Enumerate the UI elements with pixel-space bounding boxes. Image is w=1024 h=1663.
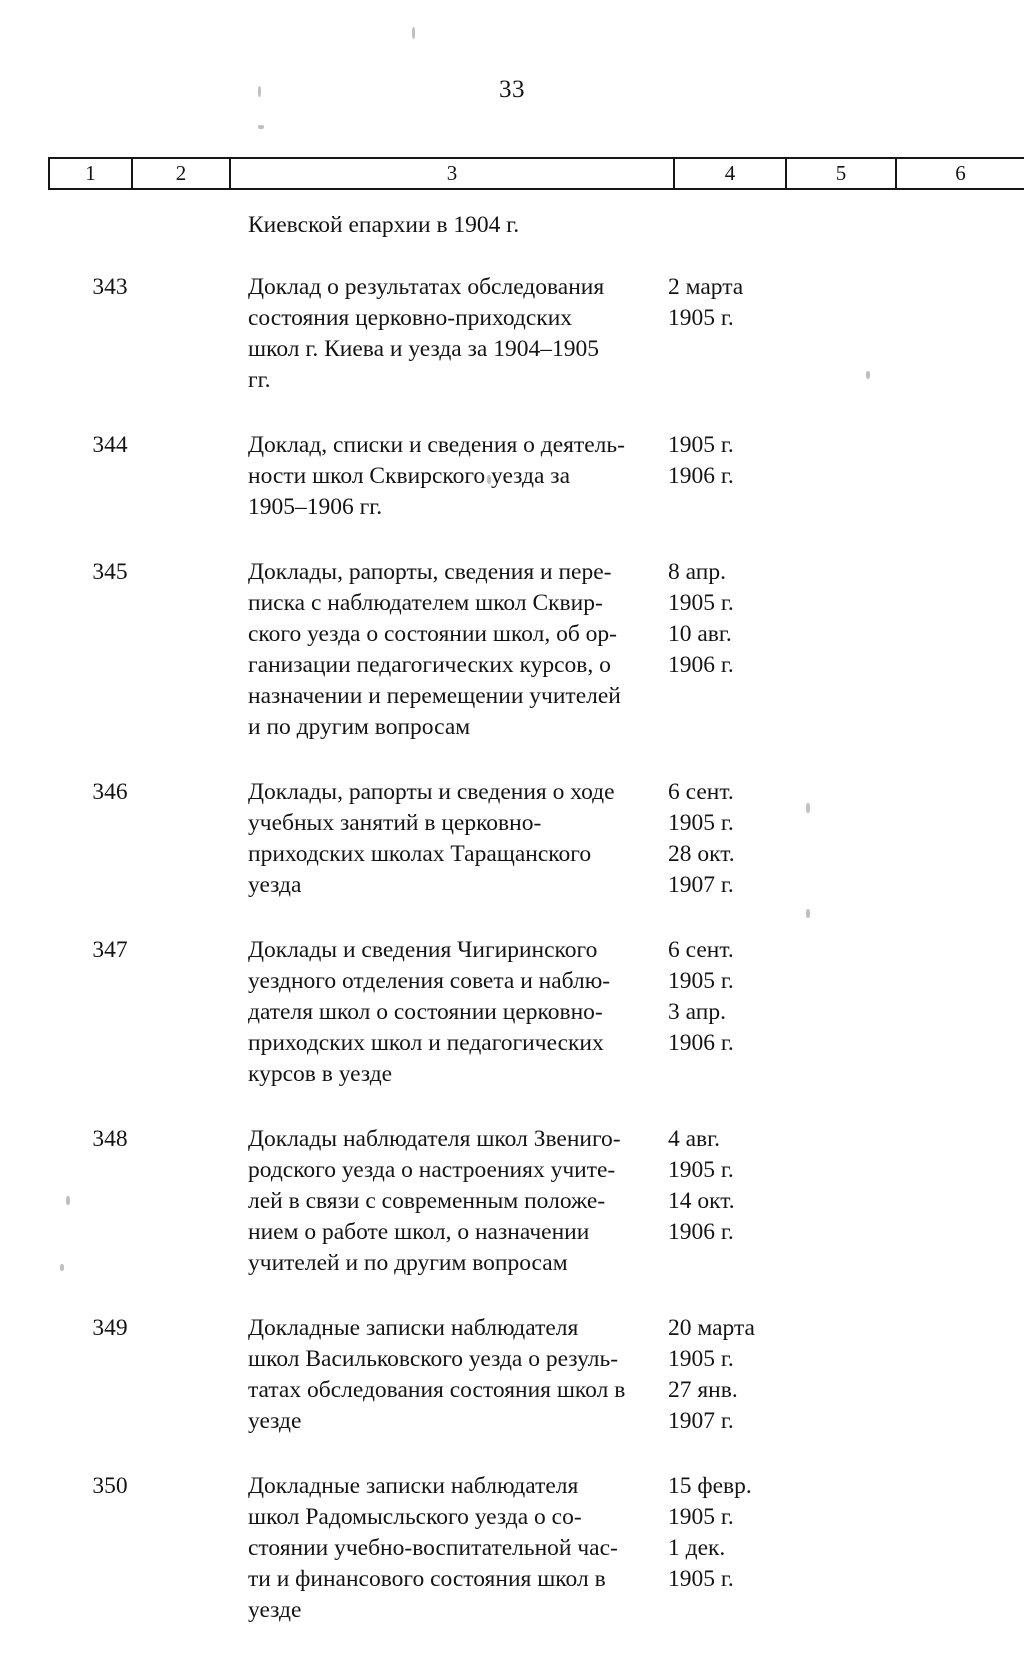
entry-description-line: ского уезда о состоянии школ, об ор- xyxy=(248,621,618,647)
entry-date-line: 20 марта xyxy=(668,1315,755,1341)
entry-description xyxy=(248,1471,652,1626)
entry-description-line: ности школ Сквирского уезда за xyxy=(248,463,571,489)
page-number: 33 xyxy=(499,76,525,103)
entry-date-line: 1906 г. xyxy=(668,1219,734,1245)
scan-speck xyxy=(60,1264,64,1271)
entry-description xyxy=(248,1313,652,1437)
entry-description-line: Доклады, рапорты и сведения о ходе xyxy=(248,779,615,805)
entry-dates xyxy=(668,935,858,1059)
entry-description-line: Доклады наблюдателя школ Звениго- xyxy=(248,1126,621,1152)
entry-description xyxy=(248,557,652,743)
column-header-6: 6 xyxy=(955,161,966,185)
entry-date-line: 1907 г. xyxy=(668,872,734,898)
entry-date-line: 14 окт. xyxy=(668,1188,735,1214)
entry-date-line: 1905 г. xyxy=(668,1157,734,1183)
entry-date-line: 6 сент. xyxy=(668,937,734,963)
entry-date-line: 1906 г. xyxy=(668,463,734,489)
entry-description-line: учителей и по другим вопросам xyxy=(248,1250,568,1276)
entry-date-line: 1 дек. xyxy=(668,1535,726,1561)
entry-date-line: 4 авг. xyxy=(668,1126,721,1152)
entry-description-line: Доклад, списки и сведения о деятель- xyxy=(248,432,625,458)
entry-description xyxy=(248,935,652,1090)
column-header-5: 5 xyxy=(787,159,897,188)
entry-description xyxy=(248,272,652,396)
entry-number: 347 xyxy=(92,937,128,963)
entry-description xyxy=(248,1124,652,1279)
entry-date-line: 15 февр. xyxy=(668,1473,752,1499)
entry-description xyxy=(248,430,652,523)
entry-date-line: 6 сент. xyxy=(668,779,734,805)
column-header-3: 3 xyxy=(231,159,675,188)
entry-date-line: 1906 г. xyxy=(668,652,734,678)
entry-number: 348 xyxy=(92,1126,128,1152)
entry-date-line: 28 окт. xyxy=(668,841,735,867)
entry-number: 344 xyxy=(92,432,128,458)
column-number-header xyxy=(48,157,1024,190)
scan-speck xyxy=(806,909,810,918)
entry-number: 349 xyxy=(92,1315,128,1341)
entry-dates xyxy=(668,1471,858,1595)
entry-description-line: уездного отделения совета и наблю- xyxy=(248,968,611,994)
entry-description-line: школ г. Киева и уезда за 1904–1905 xyxy=(248,336,599,362)
entry-date-line: 1905 г. xyxy=(668,590,734,616)
entry-description-line: Доклады, рапорты, сведения и пере- xyxy=(248,559,612,585)
entry-description-line: Докладные записки наблюдателя xyxy=(248,1315,579,1341)
scan-speck xyxy=(258,125,264,129)
entry-dates xyxy=(668,430,858,492)
entry-description-line: 1905–1906 гг. xyxy=(248,494,383,520)
entry-description-line: лей в связи с современным положе- xyxy=(248,1188,606,1214)
scan-speck xyxy=(412,27,415,39)
entry-number: 346 xyxy=(92,779,128,805)
entry-description-line: школ Васильковского уезда о резуль- xyxy=(248,1346,619,1372)
entry-description-line: татах обследования состояния школ в xyxy=(248,1377,626,1403)
entry-dates xyxy=(668,272,858,334)
entry-description-line: нием о работе школ, о назначении xyxy=(248,1219,590,1245)
entry-description-line: родского уезда о настроениях учите- xyxy=(248,1157,616,1183)
entry-description-line: ганизации педагогических курсов, о xyxy=(248,652,611,678)
scan-speck xyxy=(66,1196,70,1205)
entry-date-line: 8 апр. xyxy=(668,559,726,585)
entry-description-line: курсов в уезде xyxy=(248,1061,393,1087)
entry-description-line: приходских школ и педагогических xyxy=(248,1030,604,1056)
entry-date-line: 1905 г. xyxy=(668,1346,734,1372)
entry-description-line: писка с наблюдателем школ Сквир- xyxy=(248,590,603,616)
entry-description-line: и по другим вопросам xyxy=(248,714,471,740)
column-header-4: 4 xyxy=(675,159,787,188)
entry-date-line: 1905 г. xyxy=(668,968,734,994)
entry-description-line: стоянии учебно-воспитательной час- xyxy=(248,1535,618,1561)
entry-description-line: уезде xyxy=(248,1408,302,1434)
entry-dates xyxy=(668,557,858,681)
entry-description-line: дателя школ о состоянии церковно- xyxy=(248,999,603,1025)
continued-entry-text: Киевской епархии в 1904 г. xyxy=(248,212,520,238)
entry-dates xyxy=(668,1313,858,1437)
entry-date-line: 1905 г. xyxy=(668,305,734,331)
column-header-2: 2 xyxy=(133,159,231,188)
entry-date-line: 1905 г. xyxy=(668,1504,734,1530)
entry-description-line: приходских школах Таращанского xyxy=(248,841,592,867)
entry-description-line: ти и финансового состояния школ в xyxy=(248,1566,606,1592)
entry-date-line: 27 янв. xyxy=(668,1377,738,1403)
entry-description-line: Докладные записки наблюдателя xyxy=(248,1473,579,1499)
entry-description-line: учебных занятий в церковно- xyxy=(248,810,542,836)
entry-dates xyxy=(668,1124,858,1248)
entry-date-line: 1905 г. xyxy=(668,432,734,458)
entry-number: 350 xyxy=(92,1473,128,1499)
entry-date-line: 3 апр. xyxy=(668,999,726,1025)
entry-number: 345 xyxy=(92,559,128,585)
entry-date-line: 1905 г. xyxy=(668,810,734,836)
entry-number: 343 xyxy=(92,274,128,300)
entry-description-line: назначении и перемещении учителей xyxy=(248,683,621,709)
column-header-1: 1 xyxy=(48,159,133,188)
entry-date-line: 10 авг. xyxy=(668,621,732,647)
entry-description-line: Доклад о результатах обследования xyxy=(248,274,605,300)
entry-description-line: состояния церковно-приходских xyxy=(248,305,573,331)
entry-description-line: уезде xyxy=(248,1597,302,1623)
entry-dates xyxy=(668,777,858,901)
scan-speck xyxy=(866,371,870,379)
entry-date-line: 1906 г. xyxy=(668,1030,734,1056)
entry-date-line: 1907 г. xyxy=(668,1408,734,1434)
entry-description xyxy=(248,777,652,901)
entry-description-line: гг. xyxy=(248,367,271,393)
entry-description-line: Доклады и сведения Чигиринского xyxy=(248,937,598,963)
entry-description-line: уезда xyxy=(248,872,302,898)
entry-date-line: 1905 г. xyxy=(668,1566,734,1592)
entry-description-line: школ Радомысльского уезда о со- xyxy=(248,1504,582,1530)
entry-date-line: 2 марта xyxy=(668,274,744,300)
